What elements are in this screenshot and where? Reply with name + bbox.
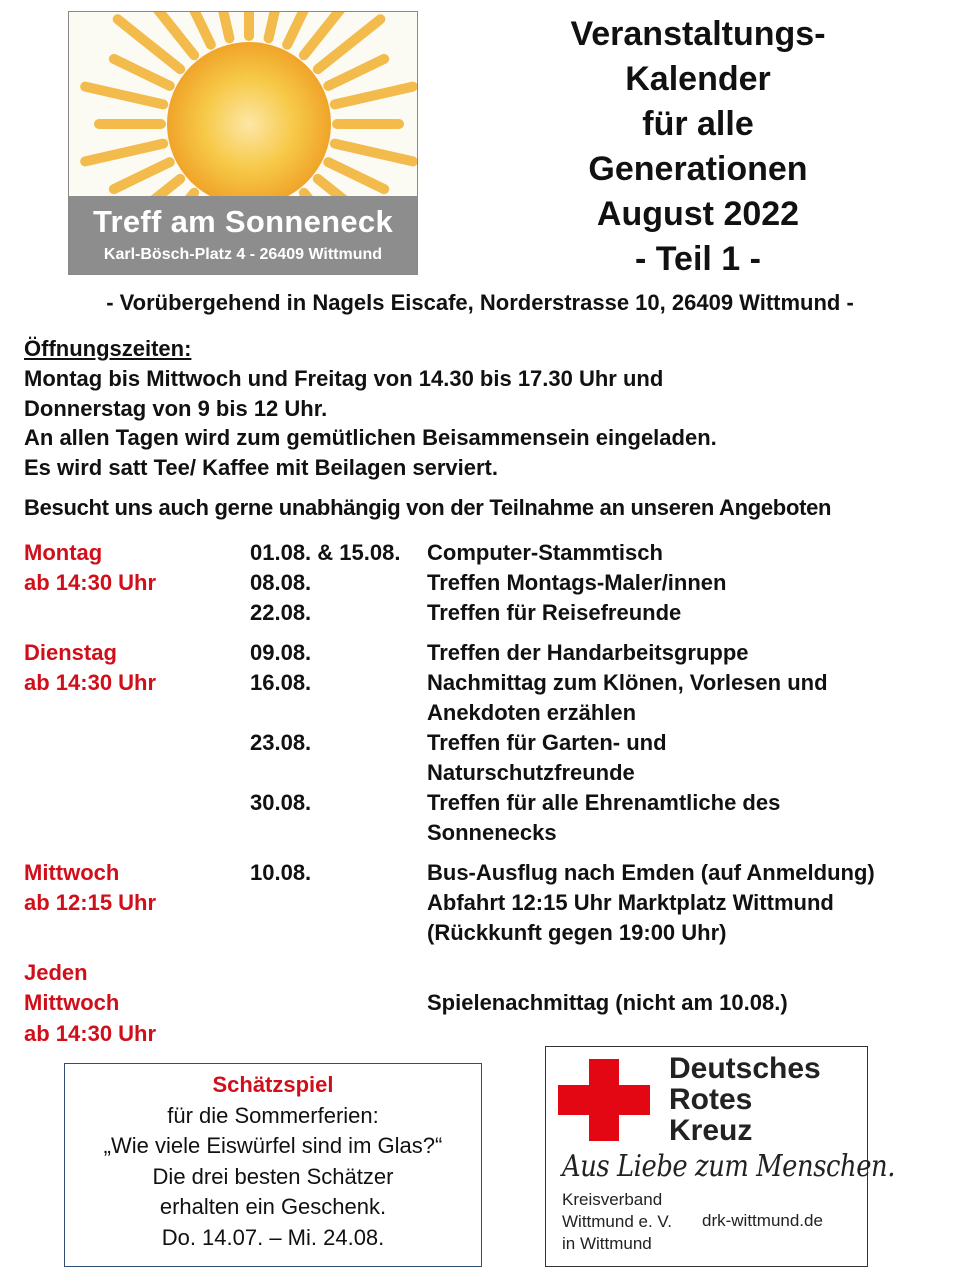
- hours-line: Es wird satt Tee/ Kaffee mit Beilagen serviert.: [24, 455, 498, 480]
- time-label-wednesday: ab 12:15 Uhr: [24, 890, 157, 915]
- quiz-title: Schätzspiel: [212, 1072, 334, 1097]
- title-line: Veranstaltungs-: [570, 15, 826, 53]
- title-line: Generationen: [588, 150, 808, 188]
- logo-treff-am-sonneneck: [68, 11, 418, 275]
- drk-association-line: Kreisverband: [562, 1190, 663, 1209]
- event-date: 09.08.: [250, 640, 312, 665]
- time-label-monday: ab 14:30 Uhr: [24, 570, 157, 595]
- sun-ray: [114, 59, 170, 86]
- page-title: [540, 12, 856, 282]
- quiz-line: Die drei besten Schätzer: [152, 1163, 394, 1189]
- event-title: Sonnenecks: [427, 820, 557, 845]
- event-title: Computer-Stammtisch: [427, 540, 663, 565]
- sun-ray: [85, 144, 163, 162]
- event-title: Anekdoten erzählen: [427, 700, 637, 725]
- hours-line: Donnerstag von 9 bis 12 Uhr.: [24, 396, 328, 421]
- hours-heading: Öffnungszeiten:: [24, 336, 192, 361]
- day-label-every-wednesday: Jeden: [24, 960, 88, 985]
- day-label-wednesday: Mittwoch: [24, 860, 120, 885]
- hours-line: Montag bis Mittwoch und Freitag von 14.30 bis 17.30 Uhr und: [24, 366, 664, 391]
- logo-name: Treff am Sonneneck: [93, 204, 393, 239]
- event-date: 01.08. & 15.08.: [250, 540, 401, 565]
- time-label-every-wednesday: ab 14:30 Uhr: [24, 1021, 157, 1046]
- invite-line: Besucht uns auch gerne unabhängig von der Teilnahme an unseren Angeboten: [24, 495, 832, 520]
- drk-slogan: Aus Liebe zum Menschen.: [562, 1149, 896, 1184]
- drk-website: drk-wittmund.de: [702, 1211, 823, 1230]
- sun-ray: [269, 12, 283, 38]
- quiz-line: für die Sommerferien:: [167, 1102, 379, 1128]
- title-line: Kalender: [625, 60, 771, 98]
- quiz-line: „Wie viele Eiswürfel sind im Glas?“: [103, 1133, 443, 1158]
- title-line: - Teil 1 -: [635, 240, 761, 278]
- event-title: Nachmittag zum Klönen, Vorlesen und: [427, 670, 828, 695]
- event-date: 22.08.: [250, 600, 312, 625]
- sun-ray: [335, 144, 413, 162]
- event-date: 08.08.: [250, 570, 312, 595]
- event-title: Spielenachmittag (nicht am 10.08.): [427, 990, 788, 1015]
- time-label-tuesday: ab 14:30 Uhr: [24, 670, 157, 695]
- title-line: August 2022: [596, 195, 800, 233]
- event-title: Naturschutzfreunde: [427, 760, 635, 785]
- drk-name-line: Rotes: [669, 1083, 753, 1116]
- sun-ray: [328, 59, 384, 86]
- title-line: für alle: [642, 105, 754, 143]
- event-date: 10.08.: [250, 860, 312, 885]
- sun-ray: [85, 87, 163, 105]
- event-date: 23.08.: [250, 730, 312, 755]
- drk-name: [669, 1053, 821, 1146]
- sun-ray: [328, 162, 384, 189]
- event-date: 16.08.: [250, 670, 312, 695]
- quiz-line: Do. 14.07. – Mi. 24.08.: [161, 1224, 385, 1250]
- event-title: Treffen für alle Ehrenamtliche des: [427, 790, 781, 815]
- drk-association-line: in Wittmund: [562, 1234, 652, 1253]
- day-label-tuesday: Dienstag: [24, 640, 117, 665]
- event-title: Treffen für Garten- und: [427, 730, 667, 755]
- drk-name-line: Deutsches: [669, 1052, 821, 1085]
- location-note: - Vorübergehend in Nagels Eiscafe, Norderstrasse 10, 26409 Wittmund -: [106, 290, 854, 315]
- sun-ray: [114, 162, 170, 189]
- event-title: Treffen für Reisefreunde: [427, 600, 682, 625]
- quiz-box: [64, 1063, 482, 1267]
- hours-line: An allen Tagen wird zum gemütlichen Beisammensein eingeladen.: [24, 425, 717, 450]
- event-title: Bus-Ausflug nach Emden (auf Anmeldung): [427, 860, 875, 885]
- event-title: (Rückkunft gegen 19:00 Uhr): [427, 920, 727, 945]
- sun-ray: [216, 12, 230, 38]
- drk-logo-box: [545, 1046, 896, 1267]
- sun-ray: [335, 87, 413, 105]
- event-date: 30.08.: [250, 790, 312, 815]
- event-title: Abfahrt 12:15 Uhr Marktplatz Wittmund: [427, 890, 834, 915]
- logo-address: Karl-Bösch-Platz 4 - 26409 Wittmund: [103, 246, 383, 263]
- drk-association: [562, 1189, 672, 1255]
- event-title: Treffen der Handarbeitsgruppe: [427, 640, 749, 665]
- drk-name-line: Kreuz: [669, 1114, 753, 1147]
- red-cross-icon: [558, 1059, 650, 1141]
- quiz-line: erhalten ein Geschenk.: [159, 1194, 387, 1219]
- day-label-every-wednesday: Mittwoch: [24, 990, 120, 1015]
- day-label-monday: Montag: [24, 540, 103, 565]
- event-title: Treffen Montags-Maler/innen: [427, 570, 727, 595]
- drk-association-line: Wittmund e. V.: [562, 1212, 672, 1231]
